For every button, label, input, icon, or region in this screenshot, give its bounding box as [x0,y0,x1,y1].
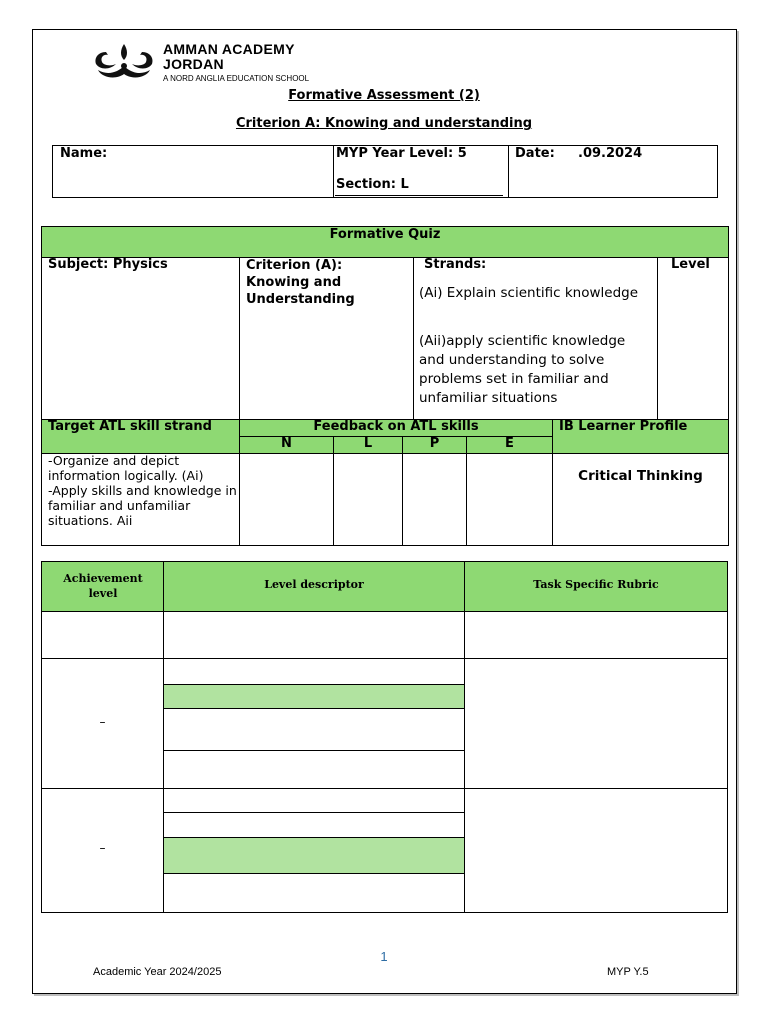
feedback-atl-label: Feedback on ATL skills [313,419,479,434]
atl-col-p: P [429,436,440,451]
strand-aii: (Aii)apply scientific knowledge and understanding to solve problems set in familiar and unfamiliar situations [419,333,626,406]
level-label: Level [671,257,710,272]
rubric-col-achievement: Achievement level [63,572,143,600]
school-tagline: A NORD ANGLIA EDUCATION SCHOOL [163,74,310,83]
document-title: Formative Assessment (2) [288,88,480,103]
achievement-range-1: – [99,715,106,729]
atl-skill-1: -Organize and depict information logically. (Ai) [48,453,204,483]
ib-learner-profile-label: IB Learner Profile [559,419,688,434]
rubric-table [41,561,728,913]
strand-ai: (Ai) Explain scientific knowledge [419,285,639,301]
footer-academic-year: Academic Year 2024/2025 [93,966,222,978]
quiz-title: Formative Quiz [329,227,441,242]
learner-profile-value: Critical Thinking [578,468,703,484]
school-name-line1: AMMAN ACADEMY [163,41,295,57]
quiz-table [41,226,729,546]
atl-col-n: N [281,436,292,451]
atl-col-l: L [363,436,373,451]
target-atl-label: Target ATL skill strand [48,419,212,434]
footer-myp-year: MYP Y.5 [607,966,649,978]
subject-label: Subject: Physics [48,257,168,272]
info-table [52,145,718,198]
date-label: Date: [515,146,555,161]
rubric-col-descriptor: Level descriptor [264,578,364,591]
criterion-label: Criterion (A): Knowing and Understanding [246,258,355,307]
section-label: Section: L [336,177,409,192]
strands-label: Strands: [424,257,487,272]
achievement-range-2: – [99,841,106,855]
crest-icon [92,40,156,82]
page-number: 1 [380,949,388,964]
rubric-col-task: Task Specific Rubric [533,578,659,591]
school-name-line2: JORDAN [163,56,224,72]
name-label: Name: [60,146,108,161]
school-logo [92,40,342,88]
atl-skill-2: -Apply skills and knowledge in familiar and unfamiliar situations. Aii [48,483,237,528]
atl-col-e: E [505,436,514,451]
date-value: .09.2024 [578,146,643,161]
myp-level-label: MYP Year Level: 5 [336,146,467,161]
document-subtitle: Criterion A: Knowing and understanding [235,116,533,131]
